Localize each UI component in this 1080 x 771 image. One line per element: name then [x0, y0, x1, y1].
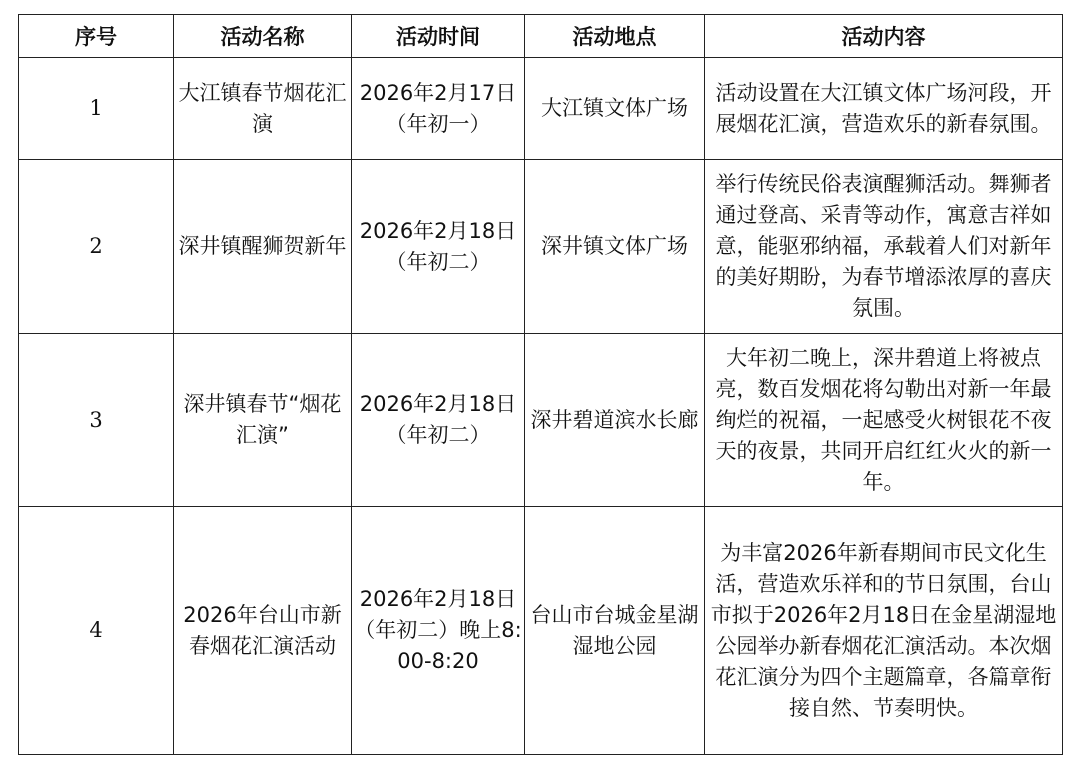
header-time: 活动时间	[352, 15, 525, 58]
events-table	[18, 14, 1063, 755]
header-content: 活动内容	[705, 15, 1063, 58]
row-time: 2026年2月18日（年初二）	[352, 334, 525, 507]
row-num: 3	[19, 334, 174, 507]
header-row	[19, 15, 1063, 58]
table-row	[19, 507, 1063, 755]
row-name: 深井镇春节“烟花汇演”	[174, 334, 352, 507]
row-num: 2	[19, 160, 174, 334]
row-name: 大江镇春节烟花汇演	[174, 58, 352, 160]
row-time: 2026年2月18日（年初二）晚上8:00-8:20	[352, 507, 525, 755]
row-time: 2026年2月17日（年初一）	[352, 58, 525, 160]
header-name: 活动名称	[174, 15, 352, 58]
row-content: 活动设置在大江镇文体广场河段，开展烟花汇演，营造欢乐的新春氛围。	[705, 58, 1063, 160]
row-place: 深井碧道滨水长廊	[525, 334, 705, 507]
table-row	[19, 160, 1063, 334]
table-row	[19, 334, 1063, 507]
row-content: 举行传统民俗表演醒狮活动。舞狮者通过登高、采青等动作，寓意吉祥如意，能驱邪纳福，承载着人们对新年的美好期盼，为春节增添浓厚的喜庆氛围。	[705, 160, 1063, 334]
row-place: 大江镇文体广场	[525, 58, 705, 160]
row-num: 4	[19, 507, 174, 755]
row-content: 为丰富2026年新春期间市民文化生活，营造欢乐祥和的节日氛围，台山市拟于2026年2月18日在金星湖湿地公园举办新春烟花汇演活动。本次烟花汇演分为四个主题篇章，各篇章衔接自然、节奏明快。	[705, 507, 1063, 755]
row-name: 深井镇醒狮贺新年	[174, 160, 352, 334]
header-num: 序号	[19, 15, 174, 58]
row-place: 深井镇文体广场	[525, 160, 705, 334]
row-content: 大年初二晚上，深井碧道上将被点亮，数百发烟花将勾勒出对新一年最绚烂的祝福，一起感受火树银花不夜天的夜景，共同开启红红火火的新一年。	[705, 334, 1063, 507]
row-place: 台山市台城金星湖湿地公园	[525, 507, 705, 755]
table-row	[19, 58, 1063, 160]
row-num: 1	[19, 58, 174, 160]
header-place: 活动地点	[525, 15, 705, 58]
row-name: 2026年台山市新春烟花汇演活动	[174, 507, 352, 755]
row-time: 2026年2月18日（年初二）	[352, 160, 525, 334]
